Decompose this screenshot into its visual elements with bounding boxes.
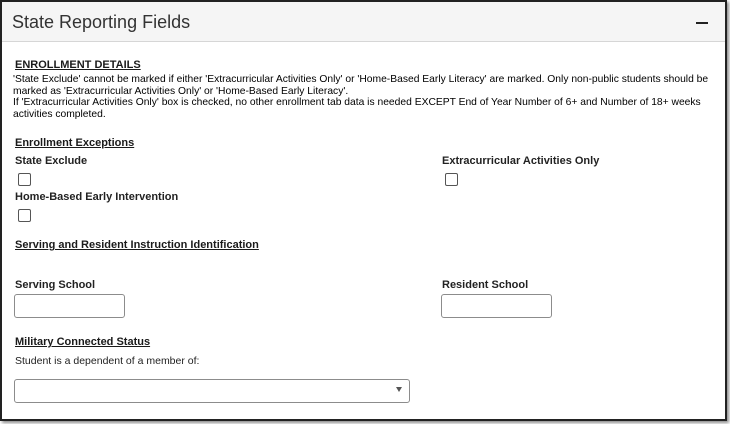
military-dependent-select[interactable]: [14, 379, 410, 403]
resident-school-input[interactable]: [441, 294, 552, 318]
enrollment-details-heading: ENROLLMENT DETAILS: [15, 59, 141, 71]
serving-resident-heading: Serving and Resident Instruction Identification: [15, 239, 259, 251]
state-exclude-checkbox[interactable]: [18, 173, 31, 186]
military-status-heading: Military Connected Status: [15, 336, 151, 348]
resident-school-label: Resident School: [442, 279, 529, 291]
home-based-early-intervention-label: Home-Based Early Intervention: [15, 191, 179, 203]
chevron-down-icon: [396, 387, 402, 392]
enrollment-notes: [13, 74, 725, 120]
enrollment-note-2: If 'Extracurricular Activities Only' box is checked, no other enrollment tab data is needed EXCEPT End of Year Number of 6+ and Number of 18+ weeks activities completed.: [13, 97, 701, 120]
panel-title: State Reporting Fields: [12, 12, 191, 32]
home-based-early-intervention-checkbox[interactable]: [18, 209, 31, 222]
state-exclude-label: State Exclude: [15, 155, 88, 167]
serving-school-input[interactable]: [14, 294, 125, 318]
panel-header: [2, 2, 725, 42]
enrollment-exceptions-heading: Enrollment Exceptions: [15, 137, 135, 149]
collapse-button[interactable]: [693, 11, 713, 31]
enrollment-note-1: 'State Exclude' cannot be marked if either 'Extracurricular Activities Only' or 'Home-Based Early Literacy' are marked. Only non-public students should be marked as 'Extracurricular Activities Only' or 'Home-Based Early Literacy'.: [13, 74, 709, 97]
extracurricular-only-checkbox[interactable]: [445, 173, 458, 186]
extracurricular-only-label: Extracurricular Activities Only: [442, 155, 600, 167]
panel-body: [9, 42, 718, 413]
dependent-label: Student is a dependent of a member of:: [15, 355, 200, 367]
minus-icon: [696, 22, 708, 24]
serving-school-label: Serving School: [15, 279, 96, 291]
